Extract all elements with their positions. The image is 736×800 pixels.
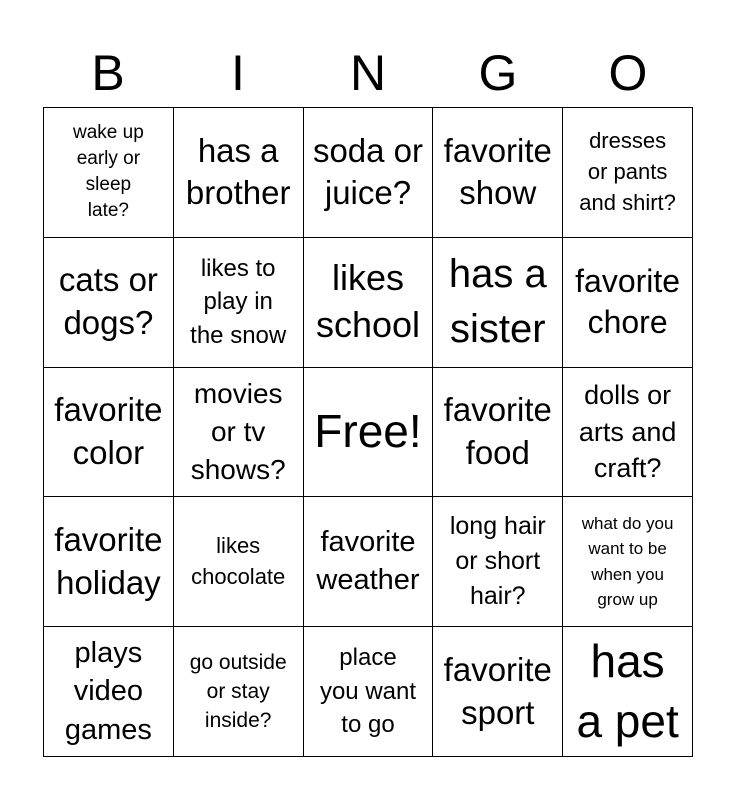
bingo-cell-r3-c2[interactable] — [174, 368, 304, 498]
cell-text: likes chocolate — [191, 532, 286, 589]
cell-text: favorite food — [443, 391, 552, 471]
bingo-cell-r1-c2[interactable] — [174, 108, 304, 238]
header-letter-n: N — [349, 45, 387, 101]
cell-text: favorite holiday — [54, 520, 163, 601]
bingo-cell-r2-c2[interactable] — [174, 238, 304, 368]
bingo-cell-r3-c1[interactable] — [44, 368, 174, 498]
cell-text: favorite show — [443, 131, 552, 212]
bingo-cell-r5-c4[interactable] — [433, 627, 563, 757]
bingo-cell-r4-c3[interactable] — [304, 497, 434, 627]
cell-text: long hair or short hair? — [449, 512, 546, 611]
bingo-cell-r5-c2[interactable] — [174, 627, 304, 757]
cell-text: favorite chore — [575, 262, 681, 341]
header-letter-i: I — [231, 45, 245, 101]
cell-text: has a sister — [448, 252, 547, 352]
cell-text: likes to play in the snow — [190, 254, 287, 349]
cell-text: cats or dogs? — [58, 261, 158, 342]
bingo-cell-r4-c5[interactable] — [563, 497, 693, 627]
bingo-cell-r5-c1[interactable] — [44, 627, 174, 757]
bingo-cell-r1-c1[interactable] — [44, 108, 174, 238]
bingo-header — [43, 40, 693, 106]
cell-text: wake up early or sleep late? — [73, 122, 144, 222]
cell-text: movies or tv shows? — [190, 378, 286, 485]
cell-text: favorite sport — [443, 650, 552, 731]
cell-text: has a brother — [185, 131, 291, 212]
bingo-cell-r3-c5[interactable] — [563, 368, 693, 498]
bingo-cell-r3-c3[interactable] — [304, 368, 434, 498]
cell-text: place you want to go — [319, 644, 417, 739]
bingo-cell-r5-c5[interactable] — [563, 627, 693, 757]
free-space-text: Free! — [314, 405, 422, 458]
cell-text: favorite color — [54, 391, 163, 471]
bingo-cell-r4-c2[interactable] — [174, 497, 304, 627]
cell-text: favorite weather — [316, 526, 420, 596]
bingo-cell-r4-c4[interactable] — [433, 497, 563, 627]
bingo-cell-r1-c3[interactable] — [304, 108, 434, 238]
header-letter-b: B — [91, 45, 125, 101]
bingo-cell-r2-c4[interactable] — [433, 238, 563, 368]
cell-text: soda or juice? — [312, 131, 424, 212]
bingo-cell-r1-c4[interactable] — [433, 108, 563, 238]
cell-text: dresses or pants and shirt? — [579, 128, 676, 215]
bingo-cell-r3-c4[interactable] — [433, 368, 563, 498]
cell-text: dolls or arts and craft? — [578, 380, 677, 484]
header-letter-o: O — [608, 45, 648, 101]
cell-text: likes school — [315, 257, 421, 346]
bingo-cell-r2-c5[interactable] — [563, 238, 693, 368]
bingo-cell-r2-c1[interactable] — [44, 238, 174, 368]
bingo-board — [43, 107, 693, 757]
bingo-cell-r1-c5[interactable] — [563, 108, 693, 238]
bingo-cell-r5-c3[interactable] — [304, 627, 434, 757]
header-letter-g: G — [478, 45, 518, 101]
bingo-cell-r4-c1[interactable] — [44, 497, 174, 627]
cell-text: what do you want to be when you grow up — [581, 513, 674, 610]
bingo-cell-r2-c3[interactable] — [304, 238, 434, 368]
cell-text: plays video games — [64, 636, 152, 746]
cell-text: go outside or stay inside? — [189, 650, 287, 733]
cell-text: has a pet — [576, 634, 679, 747]
